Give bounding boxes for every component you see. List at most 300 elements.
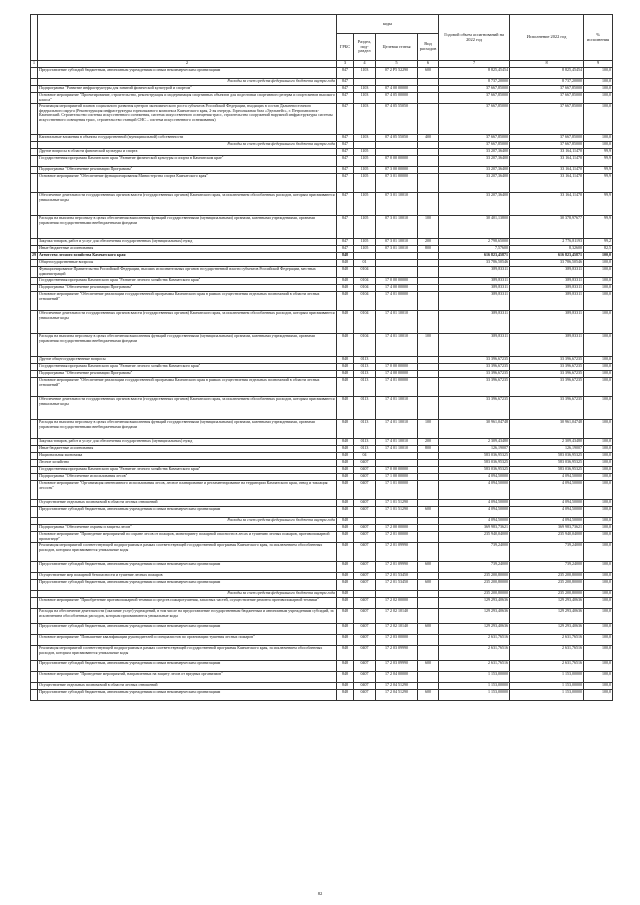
row-section-cell: 0104 [354,267,376,278]
row-section-cell: 1105 [354,156,376,167]
row-description-cell: Подпрограмма "Обеспечение реализации Программы" [38,371,337,378]
header-type: Вид расходов [418,34,439,61]
table-row [31,397,613,420]
row-description-cell: Осуществление мер пожарной безопасности и тушение лесных пожаров [38,573,337,580]
row-section-cell: 1105 [354,167,376,174]
row-plan-cell: 8 825,45454 [439,68,510,79]
row-description-cell: Реализация мероприятий соответствующей подпрограммы в рамках соответствующей государственной программы Камчатского края, за исключением обособленных расходов, которым присваиваются уникальные коды [38,543,337,562]
row-grbs-cell: 847 [337,167,354,174]
row-exec-cell: 739,24000 [510,543,584,562]
row-pct-cell: 100,0 [584,646,613,661]
table-row [31,624,613,635]
row-type-cell: 600 [418,624,439,635]
row-section-cell: 1103 [354,93,376,104]
row-type-cell [418,543,439,562]
row-target-cell: 17 2 01 53450 [376,573,418,580]
row-description-cell: Расходы на обеспечение деятельности (оказание услуг) учреждений, в том числе на предоставление государственным бюджетным и автономным учреждениям субсидий, за исключением обособленных расходов, которым присваиваются уникальные коды [38,609,337,624]
row-exec-cell: 33 396,67235 [510,397,584,420]
table-row [31,239,613,246]
row-description-cell: Расходы за счет средств федерального бюджета внутри года [38,142,337,149]
row-type-cell [418,167,439,174]
row-plan-cell: 389,83311 [439,278,510,285]
row-pct-cell: 100,0 [584,142,613,149]
row-pct-cell: 100,0 [584,420,613,439]
row-pct-cell: 100,0 [584,378,613,397]
row-section-cell: 0407 [354,525,376,532]
row-type-cell [418,253,439,260]
table-row [31,260,613,267]
row-grbs-cell: 848 [337,474,354,481]
row-description-cell: Предоставление субсидий бюджетным, автономным учреждениям и иным некоммерческим организациям [38,68,337,79]
row-target-cell: 17 2 01 09990 [376,543,418,562]
row-description-cell: Реализация мероприятий планов социального развития центров экономического роста субъектов Российской Федерации, входящих в состав Дальневосточного федерального округа (Реконструкция инфраструктуры горнолыжного комплекса Камчатского края, 2-ая очередь. Горнолыжная база «Эдельвейс», г. Петропавловск-Камчатский. Строительство системы искусственного оснежения, система искусственного освещения трасс, строительство сооружений наружной инфраструктуры системы искусственного освещения трасс, строительство станций СНС – система искусственного оснеживания) [38,104,337,135]
row-plan-cell: 37 667,85000 [439,142,510,149]
row-number-cell [31,507,38,518]
row-target-cell: 07 3 01 00000 [376,174,418,193]
table-row [31,690,613,701]
row-type-cell [418,174,439,193]
row-exec-cell: 2 631,76516 [510,646,584,661]
row-pct-cell: 99,2 [584,239,613,246]
row-type-cell [418,357,439,364]
row-plan-cell: 4 094,50000 [439,481,510,500]
row-description-cell: Подпрограмма "Обеспечение использования лесов" [38,474,337,481]
row-number-cell [31,86,38,93]
row-description-cell: Основное мероприятие "Обеспечение функционирования Министерства спорта Камчатского края" [38,174,337,193]
row-target-cell: 17 2 01 53450 [376,580,418,591]
row-pct-cell: 100,0 [584,543,613,562]
row-target-cell: 17 4 01 10010 [376,420,418,439]
row-exec-cell: 235 200,80000 [510,580,584,591]
row-description-cell: Предоставление субсидий бюджетным, автономным учреждениям и иным некоммерческим организациям [38,507,337,518]
row-plan-cell: 1 153,00000 [439,683,510,690]
row-type-cell [418,292,439,311]
row-number-cell [31,598,38,609]
row-grbs-cell: 847 [337,135,354,142]
row-plan-cell: 616 823,45871 [439,253,510,260]
row-section-cell: 0407 [354,624,376,635]
row-plan-cell: 33 207,36400 [439,193,510,216]
row-description-cell: Закупка товаров, работ и услуг для обеспечения государственных (муниципальных) нужд [38,439,337,446]
row-target-cell: 17 2 03 00000 [376,635,418,646]
row-type-cell [418,79,439,86]
header-number-cell: 7 [439,61,510,68]
row-section-cell: 0407 [354,507,376,518]
row-exec-cell: 129 293,40636 [510,624,584,635]
row-number-cell [31,371,38,378]
row-plan-cell: 4 094,50000 [439,518,510,525]
row-plan-cell: 37 667,85000 [439,104,510,135]
row-number-cell [31,460,38,467]
row-description-cell: Подпрограмма "Обеспечение охраны и защиты лесов" [38,525,337,532]
row-number-cell [31,193,38,216]
row-description-cell: Закупка товаров, работ и услуг для обеспечения государственных (муниципальных) нужд [38,239,337,246]
row-target-cell [376,518,418,525]
header-target: Целевая статья [376,34,418,61]
row-plan-cell: 33 207,36400 [439,167,510,174]
row-number-cell [31,278,38,285]
row-exec-cell: 33 396,67235 [510,364,584,371]
row-plan-cell: 30 961,04748 [439,420,510,439]
row-type-cell [418,142,439,149]
row-grbs-cell: 848 [337,334,354,357]
row-target-cell: 17 1 01 51290 [376,500,418,507]
row-number-cell [31,167,38,174]
row-exec-cell: 4 094,50000 [510,507,584,518]
row-exec-cell: 33 164,11470 [510,193,584,216]
row-grbs-cell: 848 [337,420,354,439]
row-number-cell [31,635,38,646]
row-type-cell [418,364,439,371]
header-number-cell: 5 [376,61,418,68]
table-row [31,683,613,690]
row-pct-cell: 100,0 [584,439,613,446]
row-exec-cell: 37 667,85000 [510,142,584,149]
row-section-cell: 0104 [354,311,376,334]
row-description-cell: Иные бюджетные ассигнования [38,246,337,253]
row-plan-cell: 8 737,20000 [439,79,510,86]
row-section-cell: 1105 [354,193,376,216]
row-exec-cell: 389,83311 [510,278,584,285]
row-exec-cell: 37 667,85000 [510,86,584,93]
row-type-cell [418,278,439,285]
row-number-cell [31,216,38,239]
row-target-cell: 17 2 01 00000 [376,532,418,543]
row-section-cell [354,591,376,598]
row-plan-cell: 389,83311 [439,334,510,357]
row-type-cell: 100 [418,216,439,239]
row-target-cell: 17 2 00 00000 [376,525,418,532]
table-row [31,460,613,467]
row-grbs-cell: 848 [337,439,354,446]
row-section-cell: 0113 [354,371,376,378]
row-section-cell: 0104 [354,334,376,357]
row-pct-cell: 100,0 [584,481,613,500]
row-pct-cell: 99,9 [584,149,613,156]
row-target-cell [376,591,418,598]
row-section-cell: 0407 [354,532,376,543]
row-pct-cell: 100,0 [584,562,613,573]
row-pct-cell: 100,0 [584,278,613,285]
row-number-cell [31,246,38,253]
row-plan-cell: 235 200,80000 [439,580,510,591]
row-type-cell [418,378,439,397]
table-row [31,278,613,285]
table-row [31,439,613,446]
row-exec-cell: 8,32600 [510,246,584,253]
row-description-cell: Национальная экономика [38,453,337,460]
row-number-cell [31,439,38,446]
row-section-cell: 1105 [354,174,376,193]
row-type-cell [418,525,439,532]
table-row [31,311,613,334]
row-target-cell [376,267,418,278]
row-target-cell: 17 2 03 09990 [376,646,418,661]
row-section-cell: 1103 [354,135,376,142]
row-pct-cell: 100,0 [584,334,613,357]
row-pct-cell: 99,9 [584,156,613,167]
row-section-cell [354,253,376,260]
row-section-cell: 0407 [354,481,376,500]
row-target-cell [376,460,418,467]
row-grbs-cell: 847 [337,104,354,135]
row-exec-cell: 129 293,40636 [510,598,584,609]
table-row [31,253,613,260]
row-exec-cell: 33 164,11470 [510,167,584,174]
row-pct-cell: 100,0 [584,672,613,683]
table-row [31,420,613,439]
row-number-cell: 29 [31,253,38,260]
header-pct: % исполнения [584,15,613,61]
table-row [31,518,613,525]
row-section-cell: 0407 [354,635,376,646]
table-row [31,453,613,460]
table-row [31,167,613,174]
row-pct-cell: 100,0 [584,518,613,525]
row-plan-cell: 1 153,00000 [439,672,510,683]
table-row [31,135,613,142]
row-pct-cell: 100,0 [584,68,613,79]
row-type-cell [418,635,439,646]
row-grbs-cell: 848 [337,690,354,701]
row-exec-cell: 33 164,11470 [510,149,584,156]
table-row [31,79,613,86]
row-type-cell [418,156,439,167]
row-pct-cell: 100,0 [584,311,613,334]
row-number-cell [31,446,38,453]
row-plan-cell: 2 309,43480 [439,439,510,446]
row-plan-cell: 37 667,85000 [439,93,510,104]
row-number-cell [31,174,38,193]
row-pct-cell: 100,0 [584,453,613,460]
page-number: 82 [317,891,323,896]
row-number-cell [31,609,38,624]
row-target-cell: 17 4 00 00000 [376,371,418,378]
row-type-cell [418,672,439,683]
row-pct-cell: 99,9 [584,174,613,193]
row-grbs-cell: 848 [337,481,354,500]
row-section-cell [354,518,376,525]
row-pct-cell: 100,0 [584,609,613,624]
row-section-cell: 1105 [354,239,376,246]
row-plan-cell: 2 631,76516 [439,635,510,646]
row-number-cell [31,467,38,474]
row-pct-cell: 100,0 [584,573,613,580]
table-row [31,635,613,646]
row-number-cell [31,591,38,598]
row-type-cell [418,474,439,481]
row-pct-cell: 100,0 [584,467,613,474]
row-number-cell [31,364,38,371]
row-target-cell: 17 0 00 00000 [376,278,418,285]
row-target-cell [376,79,418,86]
row-type-cell: 800 [418,246,439,253]
row-plan-cell: 4 094,50000 [439,474,510,481]
row-grbs-cell: 848 [337,460,354,467]
row-section-cell: 0113 [354,420,376,439]
row-grbs-cell: 848 [337,591,354,598]
row-target-cell: 17 4 01 10010 [376,439,418,446]
row-type-cell: 100 [418,420,439,439]
table-row [31,174,613,193]
row-description-cell: Основное мероприятие "Проектирование, строительство, реконструкция и модернизация спортивных объектов для подготовки спортивного резерва и спортсменов высокого класса" [39,92,335,102]
row-pct-cell: 100,0 [584,253,613,260]
row-grbs-cell: 847 [337,216,354,239]
row-plan-cell: 739,24000 [439,543,510,562]
row-description-cell: Основное мероприятие "Обеспечение реализации государственной программы Камчатского края в рамках осуществления отдельных полномочий в области лесных отношений" [38,292,337,311]
row-type-cell [418,149,439,156]
table-row [31,661,613,672]
row-pct-cell: 100,0 [584,371,613,378]
row-number-cell [31,239,38,246]
row-pct-cell: 100,0 [584,260,613,267]
row-grbs-cell: 847 [337,79,354,86]
row-type-cell: 200 [418,239,439,246]
table-row [31,467,613,474]
row-grbs-cell: 848 [337,260,354,267]
table-row [31,500,613,507]
table-row [31,93,613,104]
header-section: Раздел, под-раздел [354,34,376,61]
row-exec-cell: 37 667,85000 [510,135,584,142]
row-pct-cell: 100,0 [584,474,613,481]
table-row [31,525,613,532]
row-section-cell: 01 [354,260,376,267]
row-exec-cell: 37 667,85000 [510,93,584,104]
row-description-cell: Общегосударственные вопросы [38,260,337,267]
row-exec-cell: 33 396,67235 [510,371,584,378]
table-row [31,532,613,543]
row-description-cell: Предоставление субсидий бюджетным, автономным учреждениям и иным некоммерческим организациям [38,580,337,591]
row-description-cell: Подпрограмма "Обеспечение реализации Программы" [38,285,337,292]
row-section-cell: 0113 [354,397,376,420]
row-description-cell: Подпрограмма "Обеспечение реализации Программы" [38,167,337,174]
row-plan-cell: 129 293,40636 [439,624,510,635]
row-grbs-cell: 848 [337,371,354,378]
row-pct-cell: 100,0 [584,690,613,701]
row-section-cell: 0113 [354,364,376,371]
row-exec-cell: 389,83311 [510,311,584,334]
row-grbs-cell: 848 [337,311,354,334]
row-type-cell [418,467,439,474]
row-section-cell: 1103 [354,104,376,135]
row-description-cell: Расходы на выплаты персоналу в целях обеспечения выполнения функций государственными (муниципальными) органами, казенными учреждениями, органами управления государственными внебюджетными фондами [38,334,337,357]
table-row [31,364,613,371]
row-exec-cell: 37 667,85000 [510,104,584,135]
row-number-cell [31,420,38,439]
row-number-cell [31,672,38,683]
row-description-cell: Основное мероприятие "Обеспечение реализации государственной программы Камчатского края в рамках осуществления отдельных полномочий в области лесных отношений" [38,378,337,397]
row-section-cell: 0113 [354,446,376,453]
row-type-cell: 600 [418,68,439,79]
row-type-cell: 600 [418,507,439,518]
row-exec-cell: 1 153,00000 [510,690,584,701]
header-numbers-row [31,61,613,68]
row-description-cell: Расходы за счет средств федерального бюджета внутри года [38,79,337,86]
row-type-cell [418,500,439,507]
row-target-cell: 17 4 01 00000 [376,378,418,397]
row-plan-cell: 235 200,80000 [439,591,510,598]
table-row [31,474,613,481]
row-section-cell: 0407 [354,500,376,507]
row-target-cell: 17 4 01 00000 [376,292,418,311]
row-section-cell: 0407 [354,573,376,580]
table-row [31,481,613,500]
row-exec-cell: 369 983,73621 [510,525,584,532]
row-number-cell [31,260,38,267]
table-row [31,285,613,292]
row-exec-cell: 4 094,50000 [510,500,584,507]
row-section-cell: 0407 [354,672,376,683]
row-grbs-cell: 848 [337,573,354,580]
row-pct-cell: 100,0 [584,93,613,104]
row-number-cell [31,661,38,672]
row-section-cell: 1105 [354,216,376,239]
row-exec-cell: 4 094,50000 [510,481,584,500]
row-pct-cell: 100,0 [584,364,613,371]
row-type-cell [418,481,439,500]
row-type-cell: 600 [418,661,439,672]
row-plan-cell: 739,24000 [439,562,510,573]
row-section-cell: 1103 [354,68,376,79]
row-number-cell [31,690,38,701]
row-number-cell [31,68,38,79]
row-exec-cell: 8 737,20000 [510,79,584,86]
row-grbs-cell: 847 [337,149,354,156]
row-plan-cell: 129 293,40636 [439,609,510,624]
row-target-cell: 07 4 00 00000 [376,86,418,93]
row-target-cell: 17 2 01 09990 [376,562,418,573]
row-description-cell: Подпрограмма "Развитие инфраструктуры для занятий физической культурой и спортом" [38,86,337,93]
row-exec-cell: 583 036,95325 [510,467,584,474]
row-grbs-cell: 848 [337,467,354,474]
row-section-cell: 1103 [354,86,376,93]
row-number-cell [31,624,38,635]
row-description-cell: Предоставление субсидий бюджетным, автономным учреждениям и иным некоммерческим организациям [38,690,337,701]
row-grbs-cell: 848 [337,397,354,420]
row-plan-cell: 30 401,13800 [439,216,510,239]
header-number-cell: 4 [354,61,376,68]
table-row [31,507,613,518]
row-plan-cell: 235 940,04000 [439,532,510,543]
row-exec-cell: 8 825,45454 [510,68,584,79]
row-grbs-cell: 848 [337,292,354,311]
row-target-cell: 07 3 01 10010 [376,246,418,253]
table-row [31,149,613,156]
row-target-cell: 07 3 01 10010 [376,216,418,239]
row-description-cell: Осуществление отдельных полномочий в области лесных отношений [38,683,337,690]
row-number-cell [31,500,38,507]
row-number-cell [31,93,38,104]
row-grbs-cell: 848 [337,609,354,624]
table-row [31,580,613,591]
row-section-cell: 0407 [354,609,376,624]
row-number-cell [31,474,38,481]
table-row [31,246,613,253]
table-row [31,334,613,357]
table-row [31,193,613,216]
row-description-cell: Государственная программа Камчатского края "Развитие лесного хозяйства Камчатского края" [38,278,337,285]
table-row [31,672,613,683]
row-exec-cell: 235 200,80000 [510,591,584,598]
header-name-cell [38,15,337,61]
table-row [31,371,613,378]
row-description-cell: Обеспечение деятельности государственных органов власти (государственных органов) Камчатского края, за исключением обособленных расходов, которым присваиваются уникальные коды [38,397,337,420]
row-description-cell: Капитальные вложения в объекты государственной (муниципальной) собственности [38,135,337,142]
row-target-cell: 07 0 00 00000 [376,156,418,167]
row-plan-cell: 33 396,67235 [439,364,510,371]
row-type-cell: 100 [418,334,439,357]
